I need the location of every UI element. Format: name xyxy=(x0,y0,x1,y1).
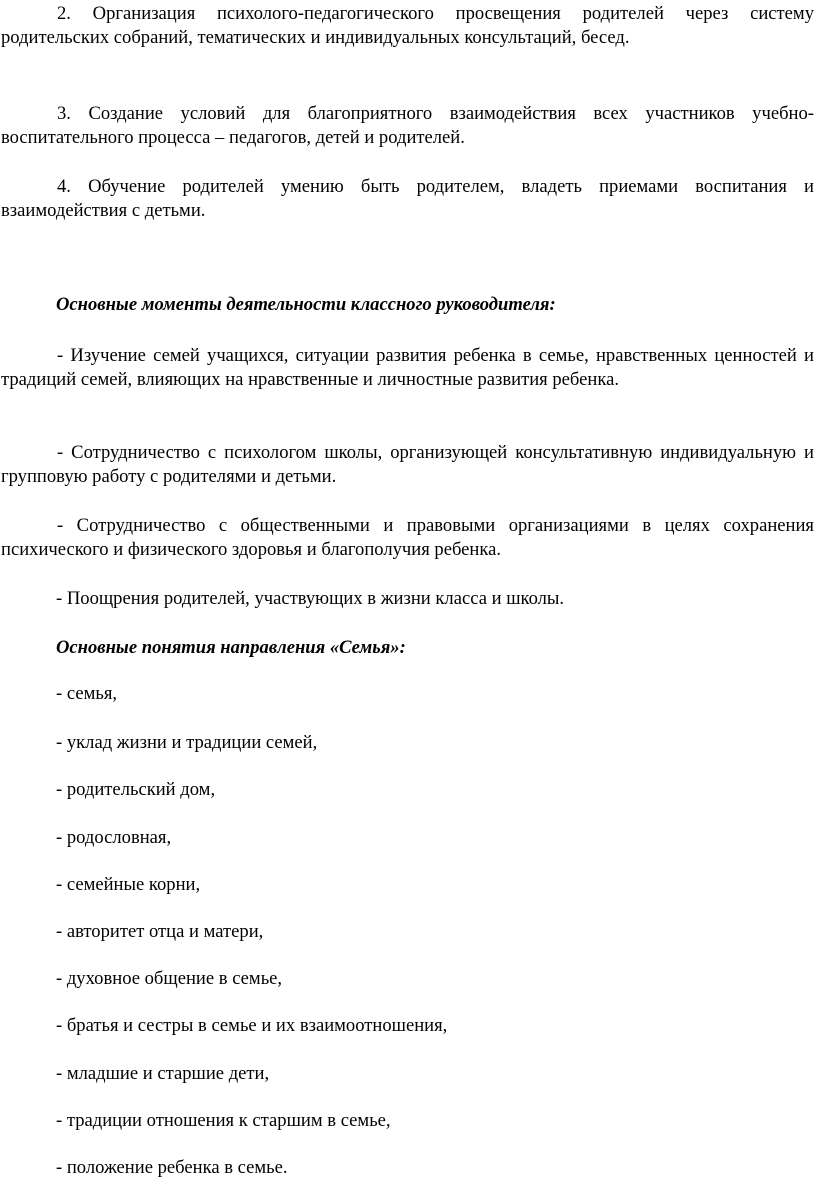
list-item: - духовное общение в семье, xyxy=(56,968,283,989)
paragraph-4: 4. Обучение родителей умению быть родителем, владеть приемами воспитания и взаимодействия с детьми. xyxy=(1,176,814,221)
list-item: - родительский дом, xyxy=(56,779,216,800)
list-item: - положение ребенка в семье. xyxy=(56,1157,288,1178)
list-item: - авторитет отца и матери, xyxy=(56,921,264,942)
list-item: - родословная, xyxy=(56,827,172,848)
paragraph-3: 3. Создание условий для благоприятного взаимодействия всех участников учебно-воспитательного процесса – педагогов, детей и родителей. xyxy=(1,103,814,148)
list-item: - семья, xyxy=(56,683,118,704)
list-item: - Сотрудничество с общественными и правовыми организациями в целях сохранения психического и физического здоровья и благополучия ребенка. xyxy=(1,515,814,560)
paragraph-2: 2. Организация психолого-педагогического просвещения родителей через систему родительских собраний, тематических и индивидуальных консультаций, бесед. xyxy=(1,3,814,48)
list-item: - семейные корни, xyxy=(56,874,201,895)
list-item: - Сотрудничество с психологом школы, организующей консультативную индивидуальную и групповую работу с родителями и детьми. xyxy=(1,442,814,487)
list-item: - традиции отношения к старшим в семье, xyxy=(56,1110,391,1131)
section-heading-class-teacher: Основные моменты деятельности классного руководителя: xyxy=(56,294,556,315)
list-item: - Поощрения родителей, участвующих в жизни класса и школы. xyxy=(56,588,565,609)
list-item: - уклад жизни и традиции семей, xyxy=(56,732,318,753)
list-item: - братья и сестры в семье и их взаимоотношения, xyxy=(56,1015,448,1036)
section-heading-family: Основные понятия направления «Семья»: xyxy=(56,637,406,658)
list-item: - младшие и старшие дети, xyxy=(56,1063,270,1084)
list-item: - Изучение семей учащихся, ситуации развития ребенка в семье, нравственных ценностей и традиций семей, влияющих на нравственные и личностные развития ребенка. xyxy=(1,345,814,390)
